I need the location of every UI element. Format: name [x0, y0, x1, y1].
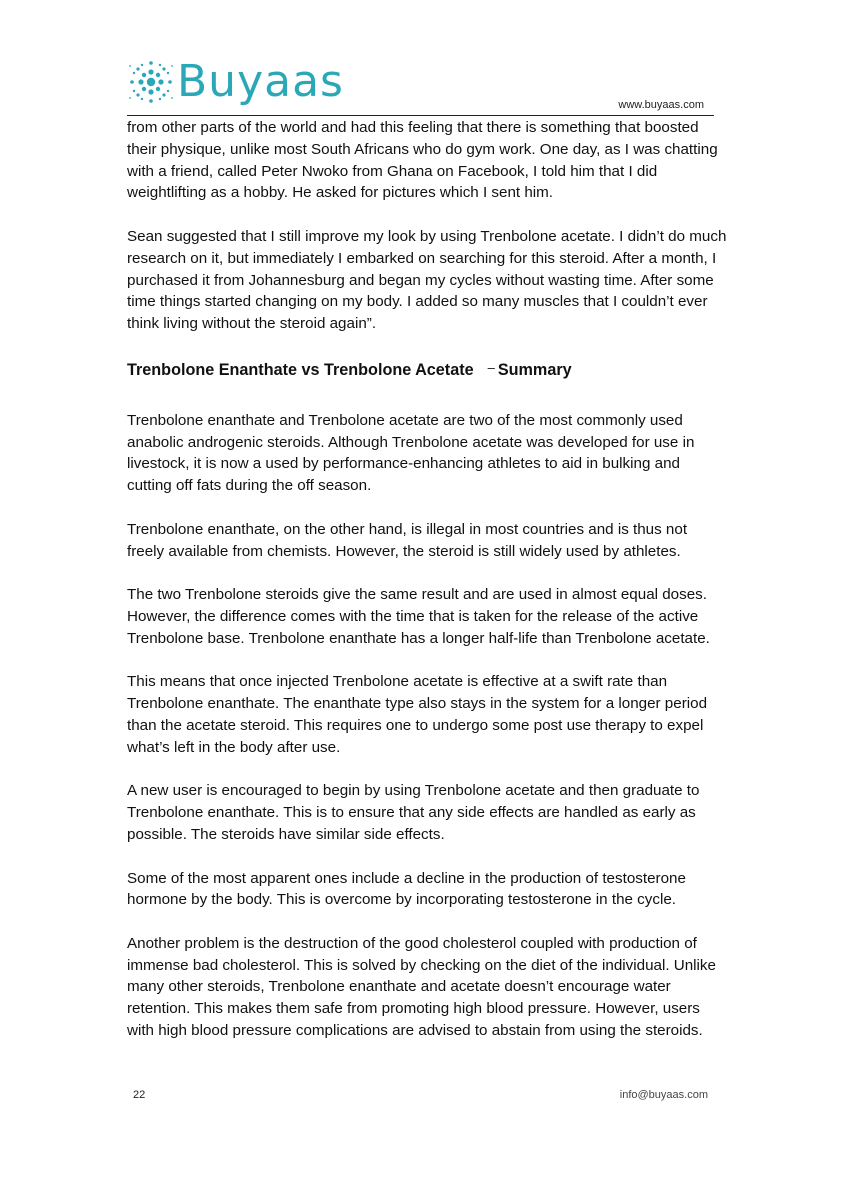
heading-title: Trenbolone Enanthate vs Trenbolone Acetate [127, 360, 474, 379]
body-paragraph: Another problem is the destruction of the good cholesterol coupled with production of immense bad cholesterol. This is solved by checking on the diet of the individual. Unlike many other steroids, Trenbolone enanthate and acetate doesn’t encourage water retention. This makes them safe from promoting high blood pressure. However, users with high blood pressure complications are advised to abstain from using the steroids. [127, 934, 716, 1040]
document-body [127, 117, 727, 1064]
section-heading [127, 357, 727, 381]
body-paragraph: Some of the most apparent ones include a decline in the production of testosterone hormone by the body. This is overcome by incorporating testosterone in the cycle. [127, 869, 686, 909]
page-header [127, 58, 714, 116]
dot-burst-icon [127, 58, 175, 106]
header-divider [127, 115, 714, 116]
heading-dash: – [487, 359, 495, 375]
body-paragraph: A new user is encouraged to begin by using Trenbolone acetate and then graduate to Trenbolone enanthate. This is to ensure that any side effects are handled as early as possible. The steroids have similar side effects. [127, 782, 700, 843]
body-paragraph: Trenbolone enanthate and Trenbolone acetate are two of the most commonly used anabolic androgenic steroids. Although Trenbolone acetate was developed for use in livestock, it is now a used by performance-enhancing athletes to aid in bulking and cutting off fats during the off season. [127, 411, 695, 495]
site-url: www.buyaas.com [618, 99, 704, 111]
body-paragraph: Sean suggested that I still improve my look by using Trenbolone acetate. I didn’t do much research on it, but immediately I embarked on searching for this steroid. After a month, I purchased it from Johannesburg and began my cycles without wasting time. After some time things started changing on my body. I added so many muscles that I couldn’t ever think living without the steroid again”. [127, 227, 727, 333]
page-number: 22 [133, 1089, 146, 1101]
brand-name: Buyaas [177, 56, 344, 107]
heading-tail: Summary [497, 360, 572, 379]
body-paragraph: from other parts of the world and had this feeling that there is something that boosted their physique, unlike most South Africans who do gym work. One day, as I was chatting with a friend, called Peter Nwoko from Ghana on Facebook, I told him that I did weightlifting as a hobby. He asked for pictures which I sent him. [127, 119, 718, 202]
body-paragraph: The two Trenbolone steroids give the same result and are used in almost equal doses. However, the difference comes with the time that is taken for the release of the active Trenbolone base. Trenbolone enanthate has a longer half-life than Trenbolone acetate. [127, 586, 710, 647]
brand-logo [127, 58, 344, 106]
body-paragraph: Trenbolone enanthate, on the other hand, is illegal in most countries and is thus not freely available from chemists. However, the steroid is still widely used by athletes. [127, 520, 688, 560]
body-paragraph: This means that once injected Trenbolone acetate is effective at a swift rate than Trenbolone enanthate. The enanthate type also stays in the system for a longer period than the acetate steroid. This requires one to undergo some post use therapy to expel what’s left in the body after use. [127, 673, 708, 756]
footer-email: info@buyaas.com [619, 1089, 708, 1101]
